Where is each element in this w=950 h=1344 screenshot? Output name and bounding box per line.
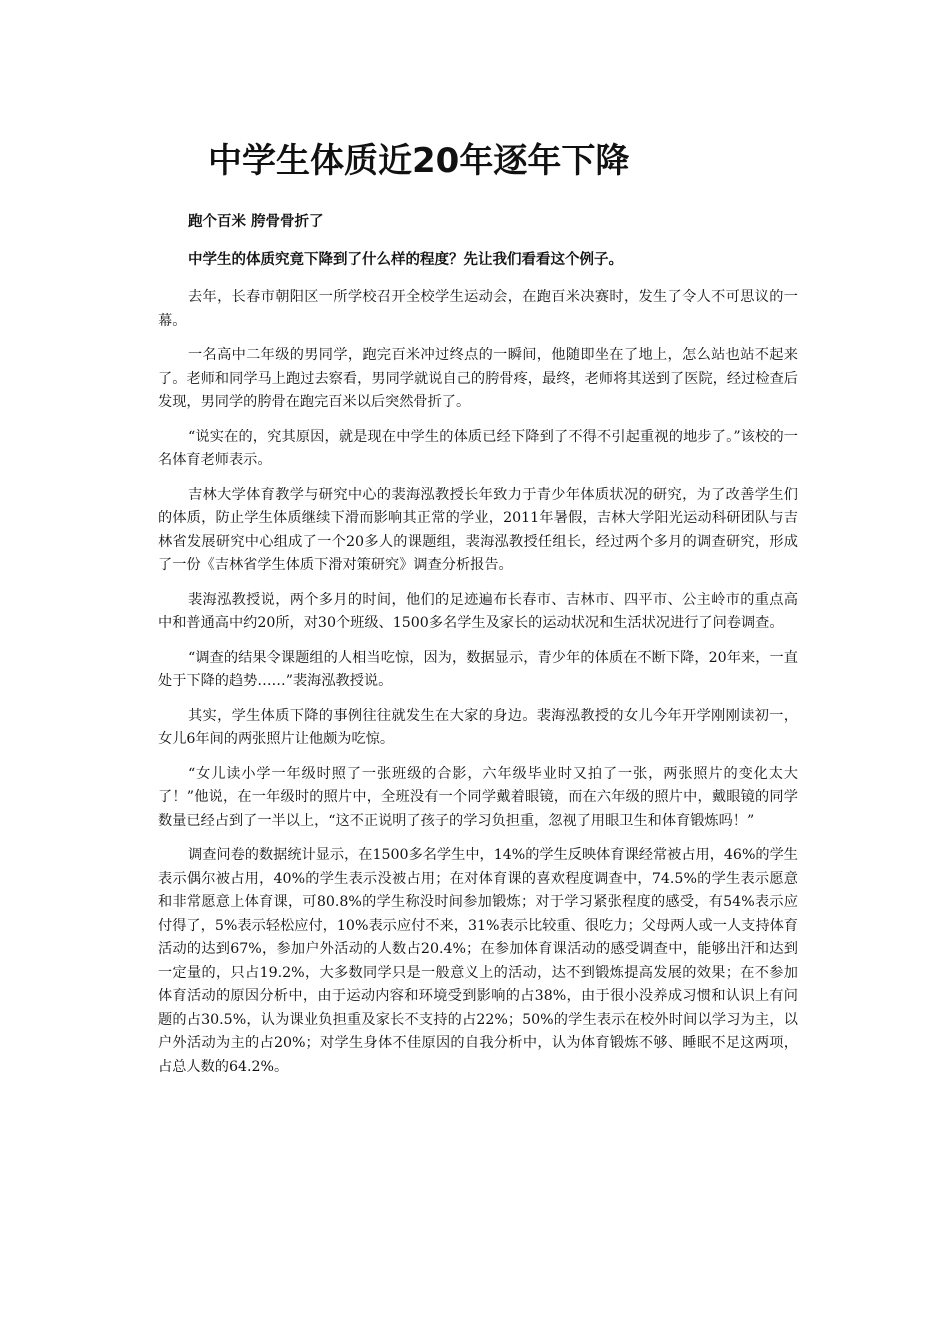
document-page — [158, 138, 798, 1090]
paragraph-7: 其实，学生体质下降的事例往往就发生在大家的身边。裴海泓教授的女儿今年开学刚刚读初一，女儿6年间的两张照片让他颇为吃惊。 — [158, 707, 798, 747]
paragraph-3: “说实在的，究其原因，就是现在中学生的体质已经下降到了不得不引起重视的地步了。”该校的一名体育老师表示。 — [158, 428, 798, 468]
paragraph-5: 裴海泓教授说，两个多月的时间，他们的足迹遍布长春市、吉林市、四平市、公主岭市的重点高中和普通高中约20所，对30个班级、1500多名学生及家长的运动状况和生活状况进行了问卷调查。 — [158, 591, 798, 631]
paragraph-9: 调查问卷的数据统计显示，在1500多名学生中，14%的学生反映体育课经常被占用，46%的学生表示偶尔被占用，40%的学生表示没被占用；在对体育课的喜欢程度调查中，74.5%的学生表示愿意和非常愿意上体育课，可80.8%的学生称没时间参加锻炼；对于学习紧张程度的感受，有54%表示应付得了，5%表示轻松应付，10%表示应付不来，31%表示比较重、很吃力；父母两人或一人支持体育活动的达到67%，参加户外活动的人数占20.4%；在参加体育课活动的感受调查中，能够出汗和达到一定量的，只占19.2%，大多数同学只是一般意义上的活动，达不到锻炼提高发展的效果；在不参加体育活动的原因分析中，由于运动内容和环境受到影响的占38%，由于很小没养成习惯和认识上有问题的占30.5%，认为课业负担重及家长不支持的占22%；50%的学生表示在校外时间以学习为主，以户外活动为主的占20%；对学生身体不佳原因的自我分析中，认为体育锻炼不够、睡眠不足这两项，占总人数的64.2%。 — [158, 847, 798, 1075]
document-title: 中学生体质近20年逐年下降 — [208, 141, 630, 181]
paragraph-2: 一名高中二年级的男同学，跑完百米冲过终点的一瞬间，他随即坐在了地上，怎么站也站不起来了。老师和同学马上跑过去察看，男同学就说自己的胯骨疼，最终，老师将其送到了医院，经过检查后发现，男同学的胯骨在跑完百米以后突然骨折了。 — [158, 347, 798, 410]
paragraph-1: 去年，长春市朝阳区一所学校召开全校学生运动会，在跑百米决赛时，发生了令人不可思议的一幕。 — [158, 289, 798, 329]
paragraph-4: 吉林大学体育教学与研究中心的裴海泓教授长年致力于青少年体质状况的研究，为了改善学生们的体质，防止学生体质继续下滑而影响其正常的学业，2011年暑假，吉林大学阳光运动科研团队与吉林省发展研究中心组成了一个20多人的课题组，裴海泓教授任组长，经过两个多月的调查研究，形成了一份《吉林省学生体质下滑对策研究》调查分析报告。 — [158, 486, 798, 573]
paragraph-8: “女儿读小学一年级时照了一张班级的合影，六年级毕业时又拍了一张，两张照片的变化太大了！”他说，在一年级时的照片中，全班没有一个同学戴着眼镜，而在六年级的照片中，戴眼镜的同学数量已经占到了一半以上，“这不正说明了孩子的学习负担重，忽视了用眼卫生和体育锻炼吗！” — [158, 765, 798, 829]
section-subheading: 跑个百米 胯骨骨折了 — [188, 214, 324, 230]
paragraph-6: “调查的结果令课题组的人相当吃惊，因为，数据显示，青少年的体质在不断下降，20年来，一直处于下降的趋势……”裴海泓教授说。 — [158, 649, 798, 689]
lead-question: 中学生的体质究竟下降到了什么样的程度？先让我们看看这个例子。 — [188, 252, 623, 268]
